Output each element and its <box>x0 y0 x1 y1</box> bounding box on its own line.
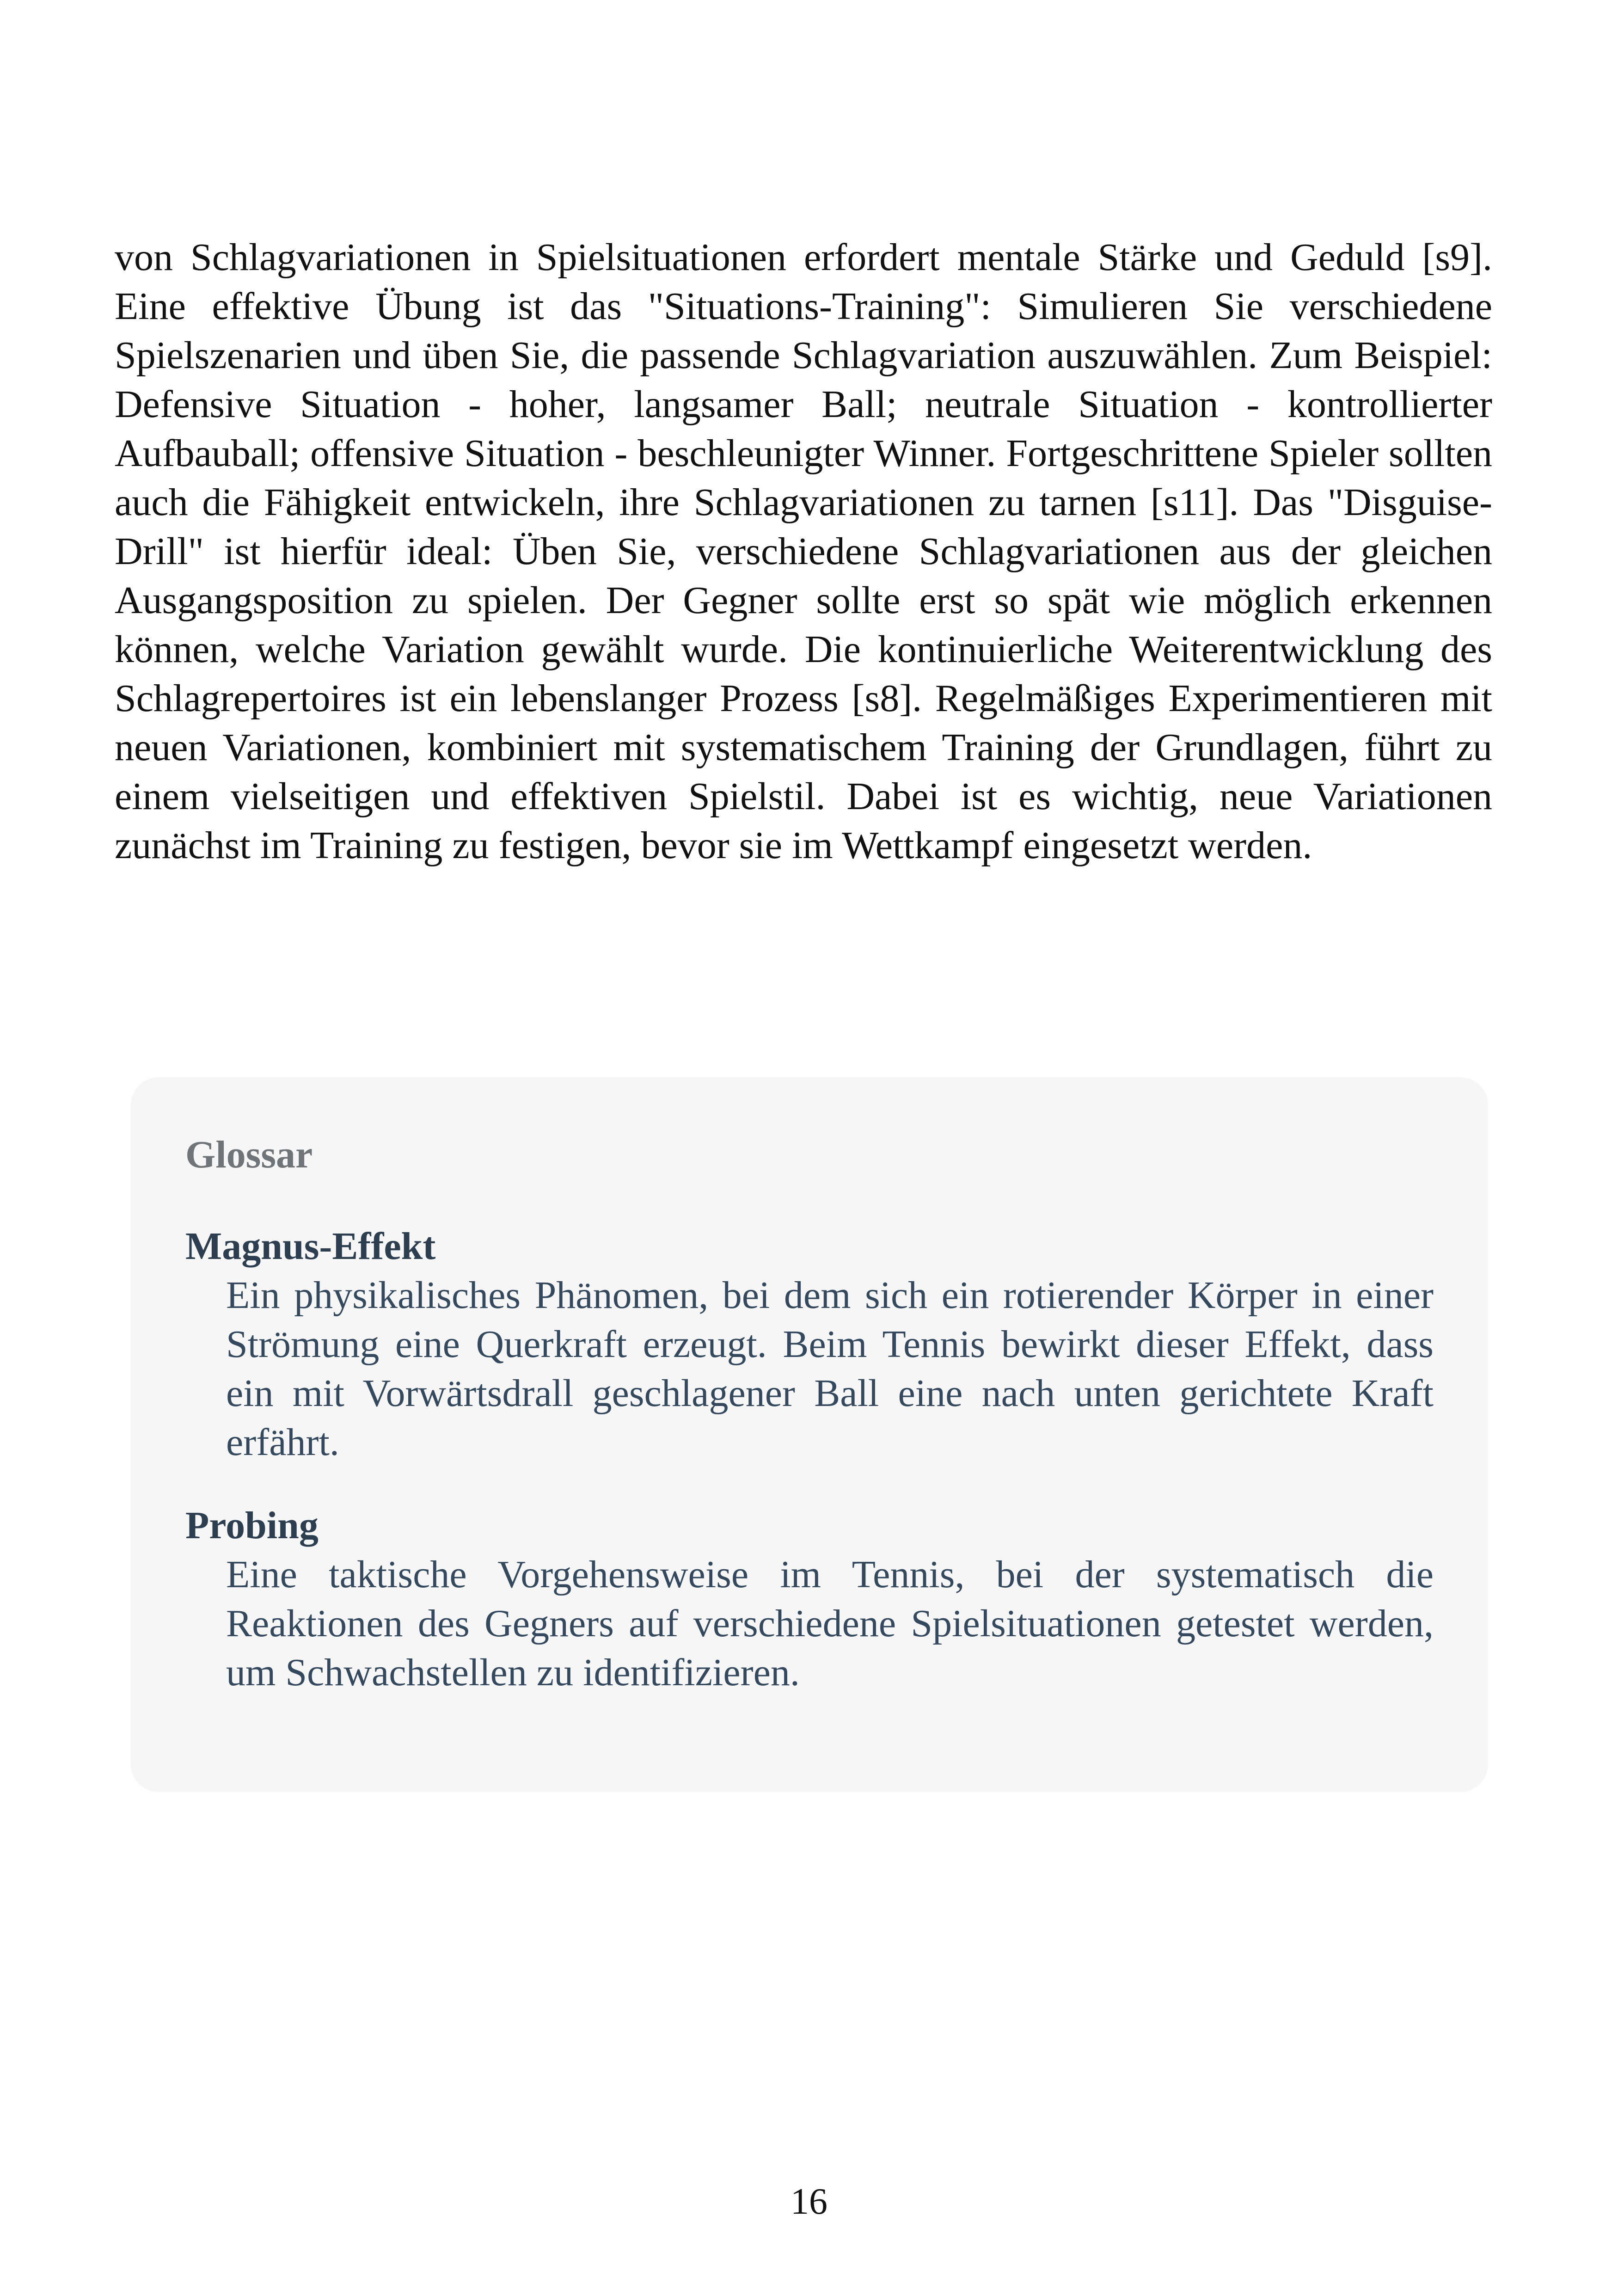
glossary-term: Magnus-Effekt <box>185 1225 436 1268</box>
glossary-box <box>131 1077 1488 1792</box>
page-number: 16 <box>791 2181 827 2222</box>
glossary-term: Probing <box>185 1504 319 1547</box>
glossary-definition: Ein physikalisches Phänomen, bei dem sich ein rotierender Körper in einer Strömung eine Querkraft erzeugt. Beim Tennis bewirkt dieser Effekt, dass ein mit Vorwärtsdrall geschlagener Ball eine nach unten gerichtete Kraft erfährt. <box>226 1274 1434 1464</box>
glossary-definition: Eine taktische Vorgehensweise im Tennis, bei der systematisch die Reaktionen des Gegners auf verschiedene Spielsituationen getestet werden, um Schwachstellen zu identifizieren. <box>226 1553 1434 1694</box>
body-paragraph: von Schlagvariationen in Spielsituationen erfordert mentale Stärke und Geduld [s9]. Eine effektive Übung ist das "Situations-Training": Simulieren Sie verschiedene Spielszenarien und üben Sie, die passende Schlagvariation auszuwählen. Zum Beispiel: Defensive Situation - hoher, langsamer Ball; neutrale Situation - kontrollierter Aufbauball; offensive Situation - beschleunigter Winner. Fortgeschrittene Spieler sollten auch die Fähigkeit entwickeln, ihre Schlagvariationen zu tarnen [s11]. Das "Disguise-Drill" ist hierfür ideal: Üben Sie, verschiedene Schlagvariationen aus der gleichen Ausgangsposition zu spielen. Der Gegner sollte erst so spät wie möglich erkennen können, welche Variation gewählt wurde. Die kontinuierliche Weiterentwicklung des Schlagrepertoires ist ein lebenslanger Prozess [s8]. Regelmäßiges Experimentieren mit neuen Variationen, kombiniert mit systematischem Training der Grundlagen, führt zu einem vielseitigen und effektiven Spielstil. Dabei ist es wichtig, neue Variationen zunächst im Training zu festigen, bevor sie im Wettkampf eingesetzt werden. <box>115 236 1492 867</box>
glossary-title: Glossar <box>185 1133 313 1176</box>
glossary-entry <box>185 1501 1434 1697</box>
glossary-entry <box>185 1222 1434 1467</box>
